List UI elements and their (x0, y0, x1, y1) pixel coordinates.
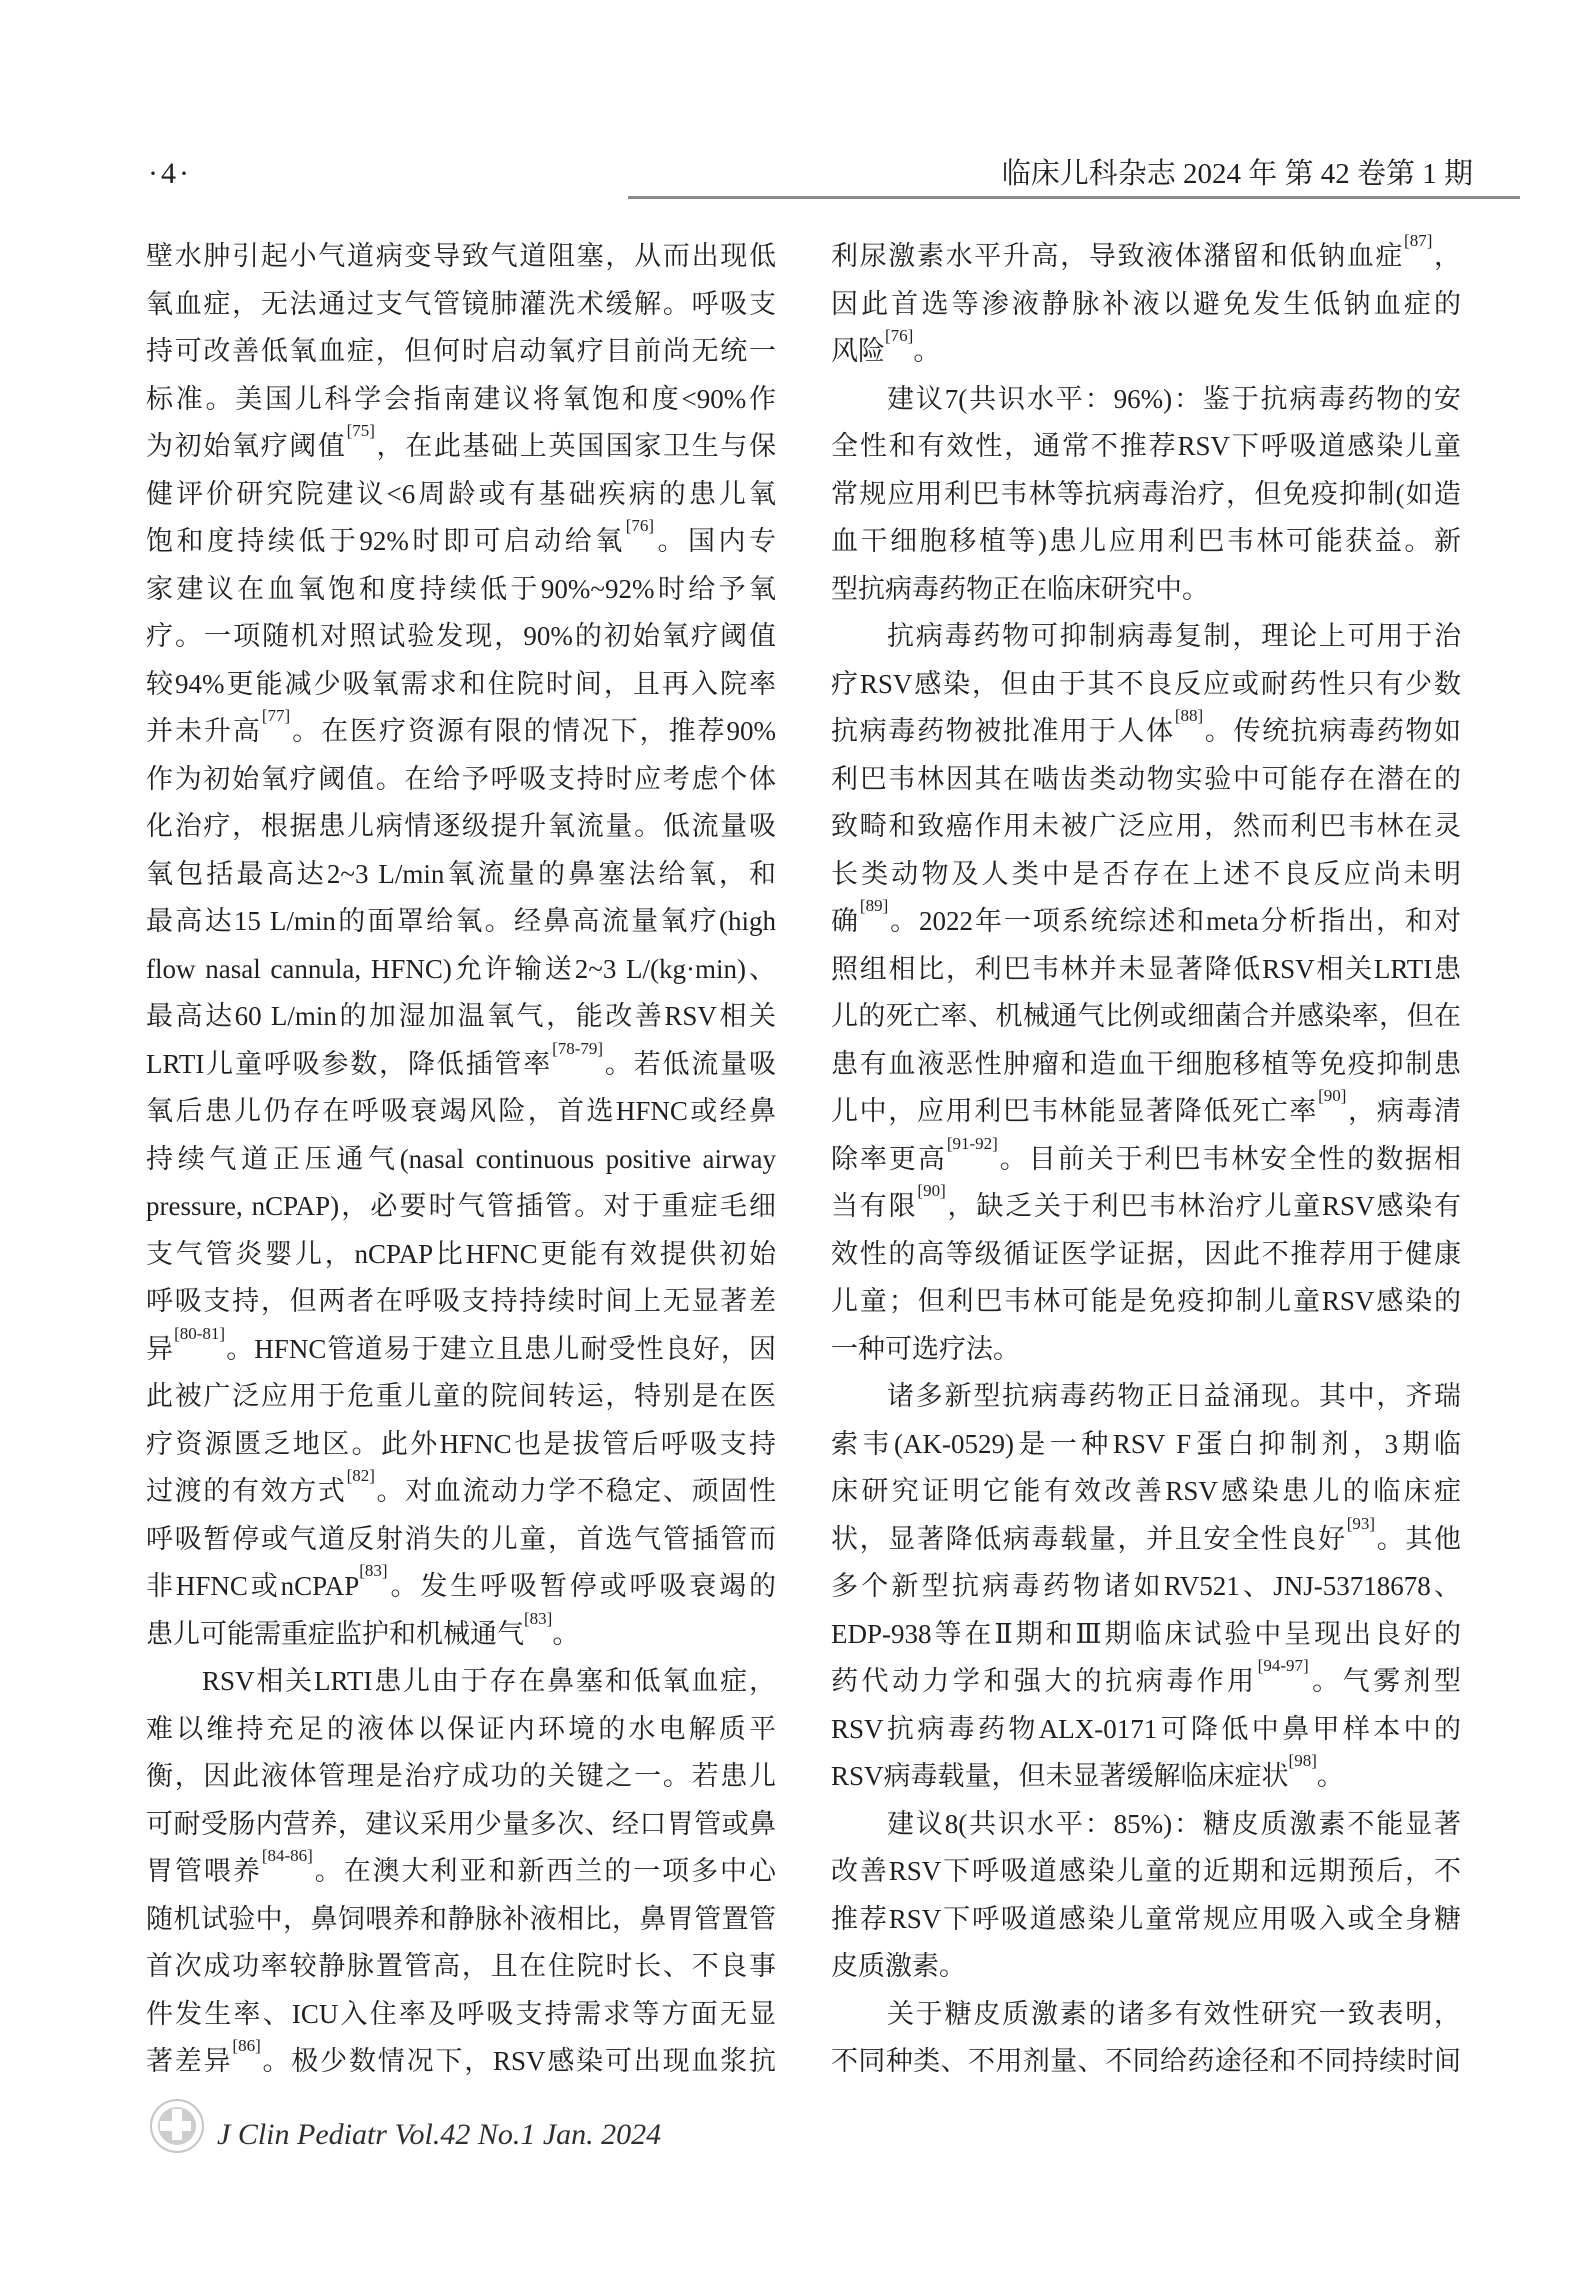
text-line: 疗RSV感染，但由于其不良反应或耐药性只有少数 (831, 668, 1461, 699)
text-line: 患有血液恶性肿瘤和造血干细胞移植等免疫抑制患 (831, 1048, 1461, 1079)
text-line: 此被广泛应用于危重儿童的院间转运，特别是在医 (146, 1381, 776, 1411)
journal-logo-icon (150, 2099, 204, 2153)
text-line: 全性和有效性，通常不推荐RSV下呼吸道感染儿童 (831, 431, 1461, 461)
text-line: 呼吸暂停或气道反射消失的儿童，首选气管插管而 (146, 1523, 776, 1554)
text-line: 抗病毒药物可抑制病毒复制，理论上可用于治 (887, 621, 1461, 651)
text-line: 一种可选疗法。 (831, 1333, 1020, 1364)
text-line: 件发生率、ICU入住率及呼吸支持需求等方面无显 (146, 1998, 776, 2029)
text-line: 化治疗，根据患儿病情逐级提升氧流量。低流量吸 (146, 811, 776, 841)
left-text-column (146, 233, 776, 2086)
text-line: 呼吸支持，但两者在呼吸支持持续时间上无显著差 (146, 1286, 776, 1316)
text-line: 患儿可能需重症监护和机械通气[83]。 (146, 1608, 580, 1649)
text-line: 随机试验中，鼻饲喂养和静脉补液相比，鼻胃管置管 (146, 1903, 776, 1934)
text-line: 确[89]。2022年一项系统综述和meta分析指出，和对 (831, 896, 1461, 936)
text-line: 持续气道正压通气(nasal continuous positive airway (146, 1143, 776, 1174)
text-line: 疗。一项随机对照试验发现，90%的初始氧疗阈值 (146, 621, 776, 651)
text-line: 饱和度持续低于92%时即可启动给氧[76]。国内专 (146, 516, 776, 556)
text-line: 当有限[90]，缺乏关于利巴韦林治疗儿童RSV感染有 (831, 1181, 1461, 1221)
text-line: 改善RSV下呼吸道感染儿童的近期和远期预后，不 (831, 1856, 1461, 1886)
text-line: 健评价研究院建议<6周龄或有基础疾病的患儿氧 (146, 478, 776, 509)
text-line: 效性的高等级循证医学证据，因此不推荐用于健康 (831, 1238, 1461, 1269)
text-line: 氧血症，无法通过支气管镜肺灌洗术缓解。呼吸支 (146, 288, 776, 319)
text-line: 皮质激素。 (831, 1951, 966, 1981)
text-line: 家建议在血氧饱和度持续低于90%~92%时给予氧 (146, 573, 776, 604)
text-line: 利巴韦林因其在啮齿类动物实验中可能存在潜在的 (831, 763, 1461, 794)
footer-journal-citation: J Clin Pediatr Vol.42 No.1 Jan. 2024 (217, 2118, 662, 2151)
text-line: 索韦(AK-0529)是一种RSV F蛋白抑制剂，3期临 (831, 1428, 1461, 1459)
text-line: 状，显著降低病毒载量，并且安全性良好[93]。其他 (831, 1513, 1462, 1554)
text-line: 不同种类、不用剂量、不同给药途径和不同持续时间 (831, 2046, 1461, 2076)
text-line: flow nasal cannula, HFNC)允许输送2~3 L/(kg·min)、 (146, 953, 776, 984)
text-line: RSV抗病毒药物ALX-0171可降低中鼻甲样本中的 (831, 1713, 1461, 1744)
text-line: EDP-938等在Ⅱ期和Ⅲ期临床试验中呈现出良好的 (831, 1618, 1461, 1649)
text-line: 照组相比，利巴韦林并未显著降低RSV相关LRTI患 (831, 953, 1461, 984)
text-line: 除率更高[91-92]。目前关于利巴韦林安全性的数据相 (831, 1133, 1462, 1174)
text-line: 儿童；但利巴韦林可能是免疫抑制儿童RSV感染的 (831, 1286, 1461, 1316)
text-line: 长类动物及人类中是否存在上述不良反应尚未明 (831, 858, 1461, 889)
text-line: 血干细胞移植等)患儿应用利巴韦林可能获益。新 (831, 526, 1461, 556)
header-rule (628, 196, 1520, 199)
text-line: 较94%更能减少吸氧需求和住院时间，且再入院率 (146, 668, 776, 699)
text-line: 关于糖皮质激素的诸多有效性研究一致表明， (887, 1998, 1461, 2029)
text-line: 诸多新型抗病毒药物正日益涌现。其中，齐瑞 (887, 1381, 1461, 1411)
text-line: 胃管喂养[84-86]。在澳大利亚和新西兰的一项多中心 (146, 1846, 777, 1886)
text-line: 疗资源匮乏地区。此外HFNC也是拔管后呼吸支持 (146, 1428, 776, 1459)
text-line: 壁水肿引起小气道病变导致气道阻塞，从而出现低 (146, 241, 776, 271)
text-line: 药代动力学和强大的抗病毒作用[94-97]。气雾剂型 (831, 1656, 1462, 1696)
text-line: 建议8(共识水平：85%)：糖皮质激素不能显著 (887, 1808, 1461, 1839)
text-line: 致畸和致癌作用未被广泛应用，然而利巴韦林在灵 (831, 811, 1461, 841)
text-line: 最高达15 L/min的面罩给氧。经鼻高流量氧疗(high (146, 906, 776, 936)
text-line: 抗病毒药物被批准用于人体[88]。传统抗病毒药物如 (831, 706, 1461, 746)
text-line: 因此首选等渗液静脉补液以避免发生低钠血症的 (831, 288, 1461, 319)
text-line: 最高达60 L/min的加湿加温氧气，能改善RSV相关 (146, 1001, 776, 1031)
text-line: 型抗病毒药物正在临床研究中。 (831, 573, 1209, 604)
text-line: 支气管炎婴儿，nCPAP比HFNC更能有效提供初始 (146, 1238, 776, 1269)
text-line: LRTI儿童呼吸参数，降低插管率[78-79]。若低流量吸 (146, 1038, 777, 1079)
text-line: RSV病毒载量，但未显著缓解临床症状[98]。 (831, 1751, 1344, 1791)
text-line: 标准。美国儿科学会指南建议将氧饱和度<90%作 (146, 383, 776, 414)
page-number: ·4· (148, 157, 192, 190)
text-line: 氧后患儿仍存在呼吸衰竭风险，首选HFNC或经鼻 (146, 1096, 776, 1126)
text-line: 儿中，应用利巴韦林能显著降低死亡率[90]，病毒清 (831, 1086, 1462, 1126)
text-line: 异[80-81]。HFNC管道易于建立且患儿耐受性良好，因 (146, 1323, 776, 1364)
text-line: 著差异[86]。极少数情况下，RSV感染可出现血浆抗 (146, 2036, 776, 2076)
text-line: 儿的死亡率、机械通气比例或细菌合并感染率，但在 (831, 1001, 1461, 1031)
text-line: 氧包括最高达2~3 L/min氧流量的鼻塞法给氧，和 (146, 858, 776, 889)
text-line: 衡，因此液体管理是治疗成功的关键之一。若患儿 (146, 1761, 776, 1791)
text-line: 床研究证明它能有效改善RSV感染患儿的临床症 (831, 1476, 1461, 1506)
text-line: 可耐受肠内营养，建议采用少量多次、经口胃管或鼻 (146, 1808, 776, 1839)
text-line: 常规应用利巴韦林等抗病毒治疗，但免疫抑制(如造 (831, 478, 1461, 509)
text-line: 建议7(共识水平：96%)：鉴于抗病毒药物的安 (887, 383, 1461, 414)
text-line: 难以维持充足的液体以保证内环境的水电解质平 (146, 1713, 776, 1744)
text-line: 非HFNC或nCPAP[83]。发生呼吸暂停或呼吸衰竭的 (146, 1561, 777, 1601)
text-line: RSV相关LRTI患儿由于存在鼻塞和低氧血症， (202, 1666, 776, 1696)
text-line: 多个新型抗病毒药物诸如RV521、JNJ-53718678、 (831, 1571, 1461, 1601)
text-line: 首次成功率较静脉置管高，且在住院时长、不良事 (146, 1951, 776, 1981)
text-line: pressure, nCPAP)，必要时气管插管。对于重症毛细 (146, 1191, 776, 1221)
text-line: 利尿激素水平升高，导致液体潴留和低钠血症[87]， (831, 231, 1462, 271)
text-line: 为初始氧疗阈值[75]，在此基础上英国国家卫生与保 (146, 421, 777, 461)
text-line: 作为初始氧疗阈值。在给予呼吸支持时应考虑个体 (146, 763, 776, 794)
text-line: 风险[76]。 (831, 326, 941, 366)
journal-header-info: 临床儿科杂志 2024 年 第 42 卷第 1 期 (1001, 158, 1473, 190)
text-line: 并未升高[77]。在医疗资源有限的情况下，推荐90% (146, 706, 776, 746)
text-line: 过渡的有效方式[82]。对血流动力学不稳定、顽固性 (146, 1466, 777, 1506)
text-line: 持可改善低氧血症，但何时启动氧疗目前尚无统一 (146, 336, 776, 366)
right-text-column (831, 233, 1461, 2086)
text-line: 推荐RSV下呼吸道感染儿童常规应用吸入或全身糖 (831, 1903, 1461, 1934)
